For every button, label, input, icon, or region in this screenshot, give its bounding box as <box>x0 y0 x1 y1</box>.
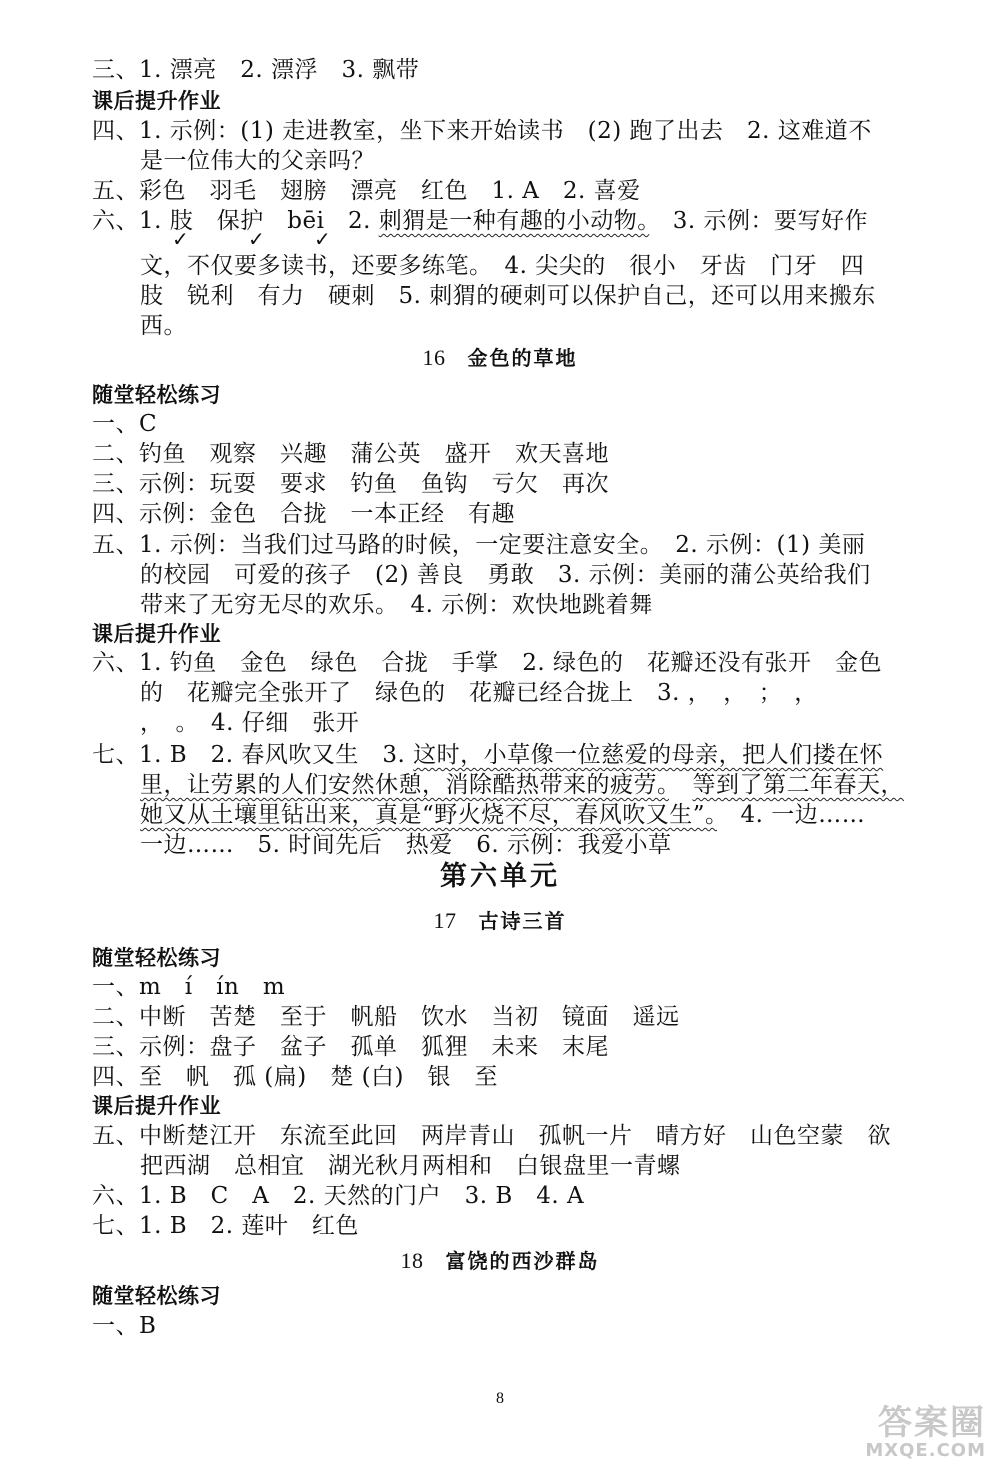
wavy-underlined-sentence: 等到了第二年春天， <box>692 772 904 798</box>
line-liu-cont-3: 西。 <box>140 313 187 339</box>
line-wu-cont-1: 的校园 可爱的孩子 (2) 善良 勇敢 3. 示例：美丽的蒲公英给我们 <box>140 562 871 588</box>
line-qi <box>92 740 972 770</box>
line-qi-a: 七、1. B 2. 春风吹又生 3. <box>92 742 414 768</box>
lesson-title <box>0 1246 1000 1277</box>
line-liu-a: 六、1. 肢 保护 bēi 2. <box>92 208 379 234</box>
section-heading: 课后提升作业 <box>92 89 221 113</box>
lesson-number: 18 <box>400 1248 424 1273</box>
line-liu-cont-2: 肢 锐利 有力 硬刺 5. 刺猬的硬刺可以保护自己，还可以用来搬东 <box>140 283 876 309</box>
line-qi: 七、1. B 2. 莲叶 红色 <box>92 1213 359 1239</box>
check-mark-icon: ✓ <box>248 227 265 251</box>
line-qi-b: 4. 一边…… <box>717 802 866 828</box>
lesson-title <box>0 906 1000 937</box>
line-liu <box>92 206 972 236</box>
line-si: 四、1. 示例：(1) 走进教室，坐下来开始读书 (2) 跑了出去 2. 这难道不 <box>92 118 872 144</box>
line-qi-gap <box>669 772 693 798</box>
lesson-number: 16 <box>422 345 446 370</box>
line-yi: 一、B <box>92 1313 157 1339</box>
section-heading: 随堂轻松练习 <box>92 946 221 970</box>
lesson-number: 17 <box>433 908 457 933</box>
line-qi-cont-1 <box>140 770 1000 800</box>
line-si: 四、至 帆 孤 (扁) 楚 (白) 银 至 <box>92 1064 499 1090</box>
section-heading: 课后提升作业 <box>92 622 221 646</box>
section-heading: 课后提升作业 <box>92 1094 221 1118</box>
line-san: 三、1. 漂亮 2. 漂浮 3. 飘带 <box>92 57 420 83</box>
watermark-url: MXQE.COM <box>865 1440 986 1461</box>
check-mark-icon: ✓ <box>314 227 331 251</box>
line-wu: 五、彩色 羽毛 翅膀 漂亮 红色 1. A 2. 喜爱 <box>92 178 641 204</box>
line-wu-cont-2: 带来了无穷无尽的欢乐。 4. 示例：欢快地跳着舞 <box>140 592 653 618</box>
unit-title: 第六单元 <box>440 861 560 892</box>
line-san: 三、示例：盘子 盆子 孤单 狐狸 未来 末尾 <box>92 1034 609 1060</box>
line-san: 三、示例：玩耍 要求 钓鱼 鱼钩 亏欠 再次 <box>92 471 609 497</box>
wavy-underlined-sentence: 她又从土壤里钻出来，真是“野火烧不尽，春风吹又生”。 <box>140 802 718 828</box>
line-liu-cont-1: 的 花瓣完全张开了 绿色的 花瓣已经合拢上 3. ， ， ； ， <box>140 680 818 706</box>
line-si: 四、示例：金色 合拢 一本正经 有趣 <box>92 501 515 527</box>
wavy-underlined-sentence: 里，让劳累的人们安然休憩，消除酷热带来的疲劳。 <box>140 772 669 798</box>
line-liu-cont-1: 文，不仅要多读书，还要多练笔。 4. 尖尖的 很小 牙齿 门牙 四 <box>140 253 865 279</box>
line-liu: 六、1. 钓鱼 金色 绿色 合拢 手掌 2. 绿色的 花瓣还没有张开 金色 <box>92 650 883 676</box>
watermark-logo <box>836 1405 986 1465</box>
check-mark-icon: ✓ <box>172 227 189 251</box>
line-wu: 五、1. 示例：当我们过马路的时候，一定要注意安全。 2. 示例：(1) 美丽 <box>92 532 866 558</box>
line-liu: 六、1. B C A 2. 天然的门户 3. B 4. A <box>92 1183 585 1209</box>
line-yi: 一、m í ín m <box>92 974 286 1000</box>
line-er: 二、钓鱼 观察 兴趣 蒲公英 盛开 欢天喜地 <box>92 441 609 467</box>
line-er: 二、中断 苦楚 至于 帆船 饮水 当初 镜面 遥远 <box>92 1004 680 1030</box>
lesson-title <box>0 343 1000 374</box>
line-liu-cont-2: ， 。 4. 仔细 张开 <box>140 710 360 736</box>
line-si-cont: 是一位伟大的父亲吗？ <box>140 148 375 174</box>
watermark-title: 答案圈 <box>878 1403 986 1443</box>
line-qi-cont-2 <box>140 800 1000 830</box>
wavy-underlined-sentence: 这时，小草像一位慈爱的母亲，把人们搂在怀 <box>413 742 884 768</box>
line-qi-cont-3: 一边…… 5. 时间先后 热爱 6. 示例：我爱小草 <box>140 832 672 858</box>
section-heading: 随堂轻松练习 <box>92 1284 221 1308</box>
lesson-name: 金色的草地 <box>467 346 578 370</box>
wavy-underlined-sentence: 刺猬是一种有趣的小动物。 <box>378 208 650 234</box>
section-heading: 随堂轻松练习 <box>92 383 221 407</box>
line-liu-b: 3. 示例：要写好作 <box>649 208 868 234</box>
line-yi: 一、C <box>92 411 158 437</box>
line-wu-cont: 把西湖 总相宜 湖光秋月两相和 白银盘里一青螺 <box>140 1153 681 1179</box>
line-wu: 五、中断楚江开 东流至此回 两岸青山 孤帆一片 晴方好 山色空蒙 欲 <box>92 1123 891 1149</box>
lesson-name: 富饶的西沙群岛 <box>445 1249 600 1273</box>
page-number: 8 <box>496 1390 504 1407</box>
lesson-name: 古诗三首 <box>478 909 567 933</box>
